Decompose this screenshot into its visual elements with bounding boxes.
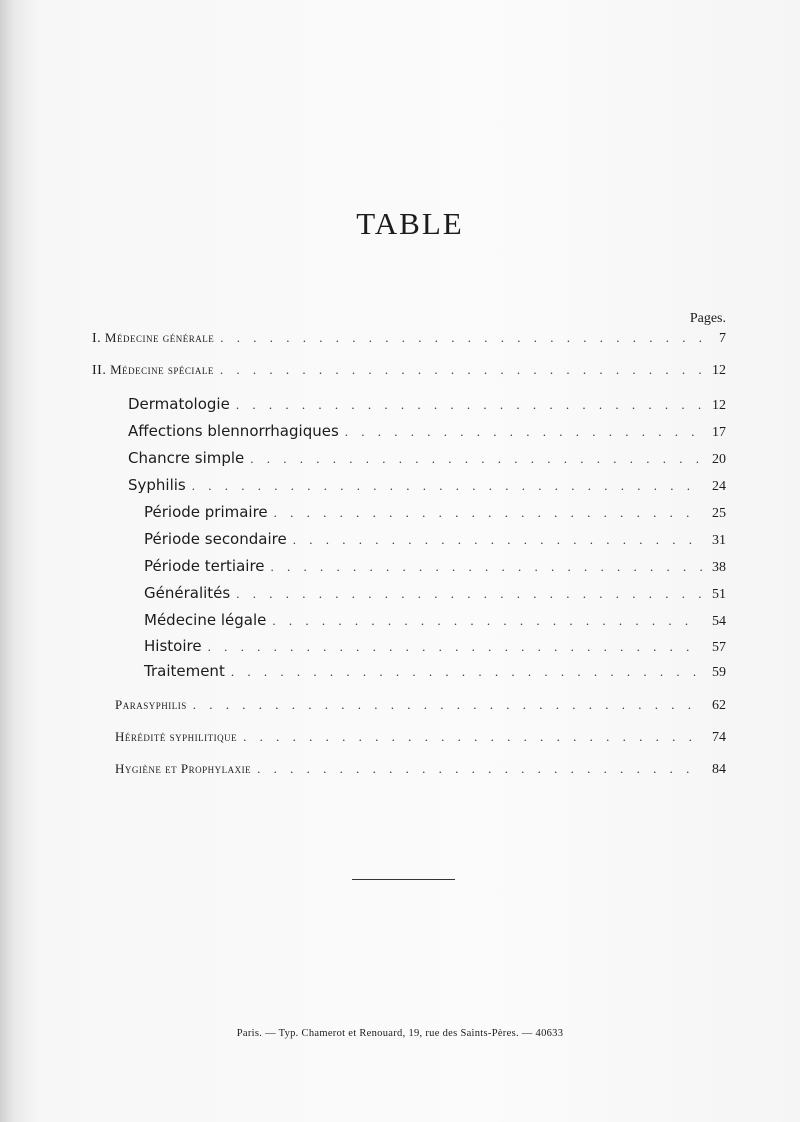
- toc-entry-page: 57: [712, 640, 726, 655]
- pages-column-label: Pages.: [689, 311, 726, 326]
- toc-entry: [128, 422, 726, 444]
- leader-dots: [271, 559, 702, 575]
- leader-dots: [220, 330, 702, 346]
- toc-entry: [115, 729, 726, 751]
- toc-entry: [144, 530, 726, 552]
- toc-entry-page: 84: [712, 762, 726, 777]
- toc-entry-label: Hygiène et Prophylaxie: [115, 761, 252, 776]
- leader-dots: [236, 586, 702, 602]
- toc-entry-page: 17: [712, 425, 726, 440]
- leader-dots: [345, 424, 702, 440]
- toc-entry-prefix: I.: [92, 331, 102, 346]
- leader-dots: [250, 451, 702, 467]
- toc-entry: [92, 330, 726, 352]
- toc-entry-page: 38: [712, 560, 726, 575]
- separator-rule: [352, 879, 455, 880]
- toc-entry-label: Syphilis: [128, 476, 186, 494]
- leader-dots: [243, 729, 702, 745]
- toc-entry-label: Traitement: [144, 662, 225, 680]
- leader-dots: [293, 532, 702, 548]
- toc-entry: [144, 662, 726, 684]
- toc-entry: [128, 395, 726, 417]
- toc-entry-label: Médecine légale: [144, 611, 267, 629]
- toc-entry-label: Histoire: [144, 637, 202, 655]
- toc-entry-page: 12: [712, 363, 726, 378]
- toc-entry-page: 62: [712, 698, 726, 713]
- toc-entry-label: Affections blennorrhagiques: [128, 422, 339, 440]
- toc-entry: [92, 362, 726, 384]
- leader-dots: [257, 761, 702, 777]
- toc-entry-page: 31: [712, 533, 726, 548]
- leader-dots: [220, 362, 702, 378]
- toc-entry: [144, 557, 726, 579]
- toc-entry-label: Chancre simple: [128, 449, 245, 467]
- toc-entry-label: Hérédité syphilitique: [115, 729, 238, 744]
- toc-entry: [115, 761, 726, 783]
- toc-entry-prefix: II.: [92, 363, 107, 378]
- toc-entry-page: 25: [712, 506, 726, 521]
- toc-entry: [144, 503, 726, 525]
- toc-entry-page: 74: [712, 730, 726, 745]
- leader-dots: [192, 478, 702, 494]
- toc-entry-page: 59: [712, 665, 726, 680]
- toc-entry-label: Généralités: [144, 584, 231, 602]
- toc-entry-label: Période primaire: [144, 503, 268, 521]
- page-title: TABLE: [356, 206, 464, 241]
- leader-dots: [236, 397, 702, 413]
- toc-entry: [144, 584, 726, 606]
- printer-colophon: Paris. — Typ. Chamerot et Renouard, 19, rue des Saints-Pères. — 40633: [236, 1028, 564, 1039]
- toc-entry-page: 51: [712, 587, 726, 602]
- toc-entry-label: Parasyphilis: [115, 697, 187, 712]
- leader-dots: [208, 639, 702, 655]
- toc-entry-page: 54: [712, 614, 726, 629]
- toc-entry-label: Dermatologie: [128, 395, 230, 413]
- toc-entry-page: 12: [712, 398, 726, 413]
- toc-entry-page: 7: [719, 331, 726, 346]
- toc-entry-label: Médecine spéciale: [110, 362, 214, 377]
- toc-entry-label: Médecine générale: [104, 330, 215, 345]
- toc-entry: [144, 611, 726, 633]
- toc-entry-label: Période secondaire: [144, 530, 287, 548]
- toc-entry-page: 24: [712, 479, 726, 494]
- toc-entry-label: Période tertiaire: [144, 557, 265, 575]
- toc-entry: [128, 476, 726, 498]
- toc-entry-page: 20: [712, 452, 726, 467]
- leader-dots: [272, 613, 702, 629]
- leader-dots: [231, 664, 702, 680]
- toc-entry: [128, 449, 726, 471]
- leader-dots: [193, 697, 702, 713]
- toc-entry: [115, 697, 726, 719]
- leader-dots: [274, 505, 702, 521]
- toc-entry: [144, 637, 726, 659]
